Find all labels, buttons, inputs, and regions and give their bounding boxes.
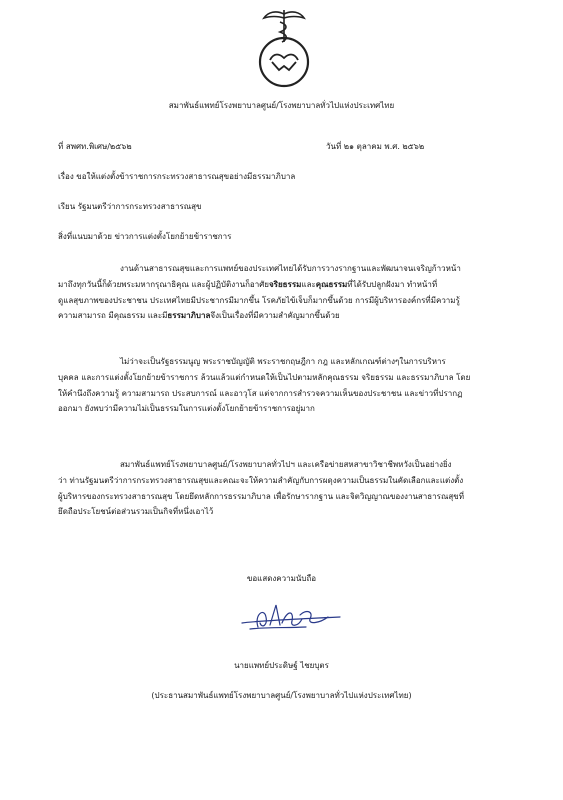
paragraph-line	[58, 293, 518, 309]
text-run: จึงเป็นเรื่องที่มีความสำคัญมากขึ้นด้วย	[210, 311, 340, 321]
signer-name: นายแพทย์ประดิษฐ์ ไชยบุตร	[234, 661, 329, 670]
text-run: และ	[301, 279, 316, 289]
handwritten-signature	[236, 597, 346, 637]
letter-subject: เรื่อง ขอให้แต่งตั้งข้าราชการกระทรวงสาธารณสุขอย่างมีธรรมาภิบาล	[58, 172, 296, 181]
reference-number: ที่ สพศท.พิเศษ/๒๕๖๒	[58, 142, 132, 151]
text-run: ผู้บริหารของกระทรวงสาธารณสุข โดยยึดหลักการธรรมาภิบาล เพื่อรักษารากฐาน และจิตวิญญาณของงานสาธารณสุขที่	[58, 491, 465, 501]
text-run: ที่ได้รับปลูกฝังมา ทำหน้าที่	[347, 279, 438, 289]
paragraph-line	[58, 504, 518, 520]
caduceus-handshake-logo	[252, 8, 316, 90]
paragraph-line	[58, 473, 518, 489]
paragraph-line	[58, 401, 518, 417]
text-run: ดูแลสุขภาพของประชาชน ประเทศไทยมีประชากรมีมากขึ้น โรคภัยไข้เจ็บก็มากขึ้นด้วย การมีผู้บริหารองค์กรที่มีความรู้	[58, 295, 460, 305]
paragraph-line	[58, 386, 518, 402]
body-paragraph-1	[58, 261, 518, 324]
text-run: ยึดถือประโยชน์ต่อส่วนรวมเป็นกิจที่หนึ่งเอาไว้	[58, 507, 214, 517]
letter-recipient: เรียน รัฐมนตรีว่าการกระทรวงสาธารณสุข	[58, 202, 202, 211]
organization-line: สมาพันธ์แพทย์โรงพยาบาลศูนย์/โรงพยาบาลทั่วไปแห่งประเทศไทย	[168, 101, 395, 110]
text-run: สมาพันธ์แพทย์โรงพยาบาลศูนย์/โรงพยาบาลทั่วไปฯ และเครือข่ายสหสาขาวิชาชีพหวังเป็นอย่างยิ่ง	[120, 460, 452, 469]
text-run: ให้คำนึงถึงความรู้ ความสามารถ ประสบการณ์ และอาวุโส แต่จากการสำรวจความเห็นของประชาชน และข่าวที่ปรากฏ	[58, 388, 463, 398]
bold-text-run: ธรรมาภิบาล	[167, 311, 211, 321]
text-run: ความสามารถ มีคุณธรรม และมี	[58, 311, 168, 321]
letter-date: วันที่ ๒๑ ตุลาคม พ.ศ. ๒๕๖๒	[326, 142, 425, 151]
paragraph-line	[58, 277, 518, 293]
text-run: บุคคล และการแต่งตั้งโยกย้ายข้าราชการ ล้วนแล้วแต่กำหนดให้เป็นไปตามหลักคุณธรรม จริยธรรม และธรรมาภิบาล โดย	[58, 372, 471, 382]
text-run: ออกมา ยังพบว่ามีความไม่เป็นธรรมในการแต่งตั้งโยกย้ายข้าราชการอยู่มาก	[58, 404, 315, 414]
paragraph-line	[58, 489, 518, 505]
text-run: มาถึงทุกวันนี้ก็ด้วยพระมหากรุณาธิคุณ และผู้ปฏิบัติงานก็อาศัย	[58, 279, 269, 289]
letter-enclosure: สิ่งที่แนบมาด้วย ข่าวการแต่งตั้งโยกย้ายข้าราชการ	[58, 232, 232, 241]
paragraph-line	[58, 354, 518, 370]
signer-title: (ประธานสมาพันธ์แพทย์โรงพยาบาลศูนย์/โรงพยาบาลทั่วไปแห่งประเทศไทย)	[151, 691, 412, 700]
bold-text-run: จริยธรรม	[268, 279, 302, 289]
bold-text-run: คุณธรรม	[315, 279, 348, 289]
closing-salutation: ขอแสดงความนับถือ	[246, 574, 317, 583]
body-paragraph-3	[58, 457, 518, 520]
paragraph-line	[58, 457, 518, 473]
text-run: งานด้านสาธารณสุขและการแพทย์ของประเทศไทยได้รับการวางรากฐานและพัฒนาจนเจริญก้าวหน้า	[120, 264, 461, 273]
body-paragraph-2	[58, 354, 518, 417]
text-run: ไม่ว่าจะเป็นรัฐธรรมนูญ พระราชบัญญัติ พระราชกฤษฎีกา กฎ และหลักเกณฑ์ต่างๆในการบริหาร	[120, 357, 446, 366]
paragraph-line	[58, 261, 518, 277]
paragraph-line	[58, 370, 518, 386]
paragraph-line	[58, 308, 518, 324]
text-run: ว่า ท่านรัฐมนตรีว่าการกระทรวงสาธารณสุขและคณะจะให้ความสำคัญกับการผดุงความเป็นธรรมในคัดเลือกและแต่งตั้ง	[58, 475, 464, 485]
